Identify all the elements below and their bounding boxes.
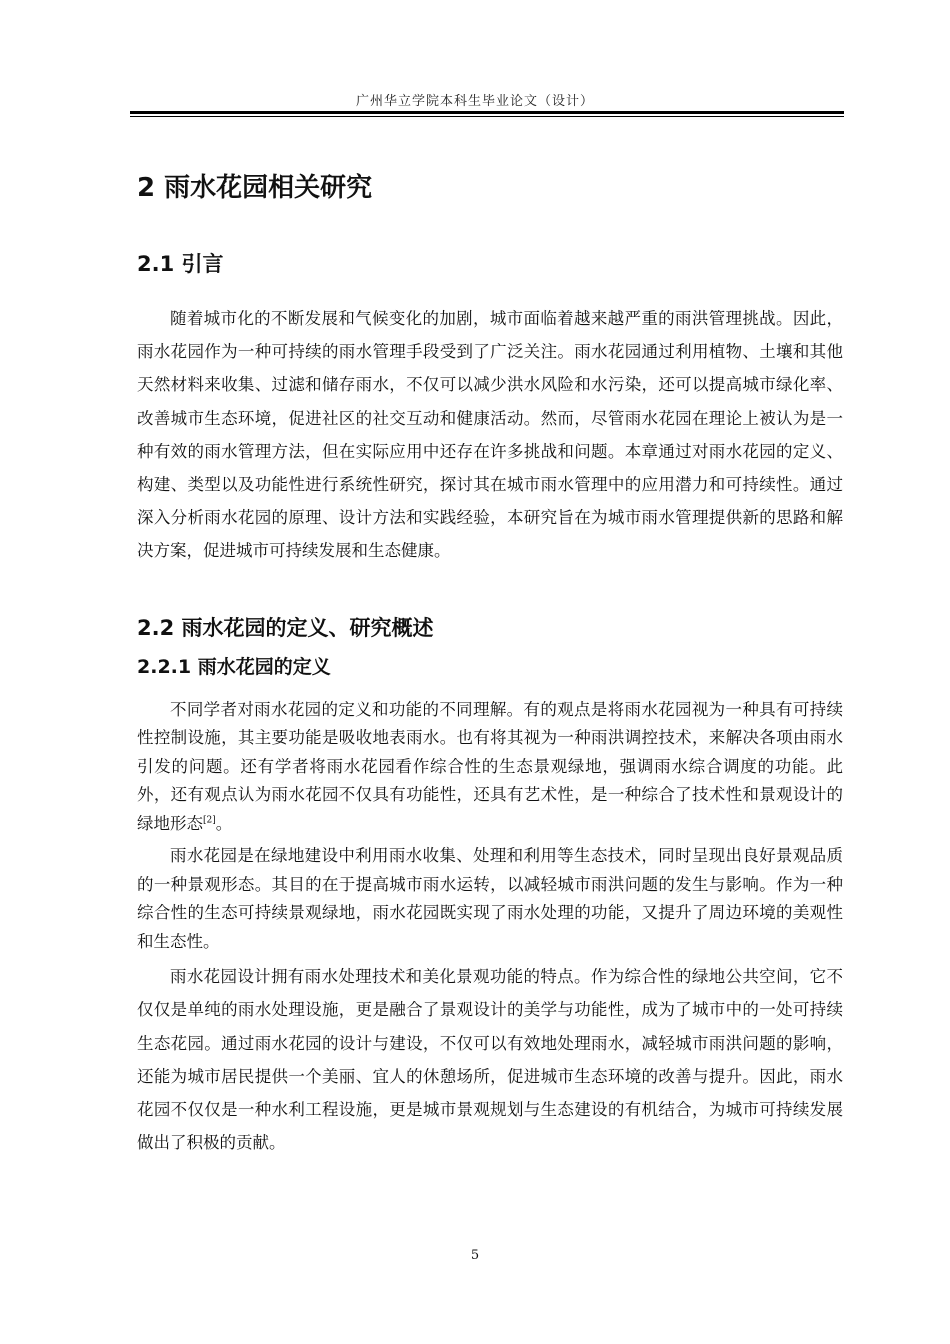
page-body [137,166,843,1159]
section-title-2-1: 2.1 引言 [137,252,224,276]
chapter-title: 2 雨水花园相关研究 [137,173,373,203]
section-2-2-1-paragraph-2: 雨水花园是在绿地建设中利用雨水收集、处理和利用等生态技术，同时呈现出良好景观品质的一种景观形态。其目的在于提高城市雨水运转，以减轻城市雨洪问题的发生与影响。作为一种综合性的生态可持续景观绿地，雨水花园既实现了雨水处理的功能，又提升了周边环境的美观性和生态性。 [137,846,843,951]
header-rule-thin [130,116,844,117]
header-rule [130,111,844,114]
page-number: 5 [470,1248,480,1263]
section-2-2-1-paragraph-3: 雨水花园设计拥有雨水处理技术和美化景观功能的特点。作为综合性的绿地公共空间，它不仅仅是单纯的雨水处理设施，更是融合了景观设计的美学与功能性，成为了城市中的一处可持续生态花园。通过雨水花园的设计与建设，不仅可以有效地处理雨水，减轻城市雨洪问题的影响，还能为城市居民提供一个美丽、宜人的休憩场所，促进城市生态环境的改善与提升。因此，雨水花园不仅仅是一种水利工程设施，更是城市景观规划与生态建设的有机结合，为城市可持续发展做出了积极的贡献。 [137,967,843,1153]
paragraph-1-text: 不同学者对雨水花园的定义和功能的不同理解。有的观点是将雨水花园视为一种具有可持续性控制设施，其主要功能是吸收地表雨水。也有将其视为一种雨洪调控技术，来解决各项由雨水引发的问题。还有学者将雨水花园看作综合性的生态景观绿地，强调雨水综合调度的功能。此外，还有观点认为雨水花园不仅具有功能性，还具有艺术性，是一种综合了技术性和景观设计的绿地形态 [137,699,843,833]
section-2-1-paragraph: 随着城市化的不断发展和气候变化的加剧，城市面临着越来越严重的雨洪管理挑战。因此，雨水花园作为一种可持续的雨水管理手段受到了广泛关注。雨水花园通过利用植物、土壤和其他天然材料来收集、过滤和储存雨水，不仅可以减少洪水风险和水污染，还可以提高城市绿化率、改善城市生态环境，促进社区的社交互动和健康活动。然而，尽管雨水花园在理论上被认为是一种有效的雨水管理方法，但在实际应用中还存在许多挑战和问题。本章通过对雨水花园的定义、构建、类型以及功能性进行系统性研究，探讨其在城市雨水管理中的应用潜力和可持续性。通过深入分析雨水花园的原理、设计方法和实践经验，本研究旨在为城市雨水管理提供新的思路和解决方案，促进城市可持续发展和生态健康。 [137,309,843,561]
section-title-2-2: 2.2 雨水花园的定义、研究概述 [137,615,434,640]
page-header-title: 广州华立学院本科生毕业论文（设计） [355,94,594,109]
section-2-2-1-paragraph-1 [137,696,843,839]
citation-ref: [2] [203,815,216,826]
paragraph-1-end: 。 [215,813,233,833]
subsection-title-2-2-1: 2.2.1 雨水花园的定义 [137,655,331,678]
